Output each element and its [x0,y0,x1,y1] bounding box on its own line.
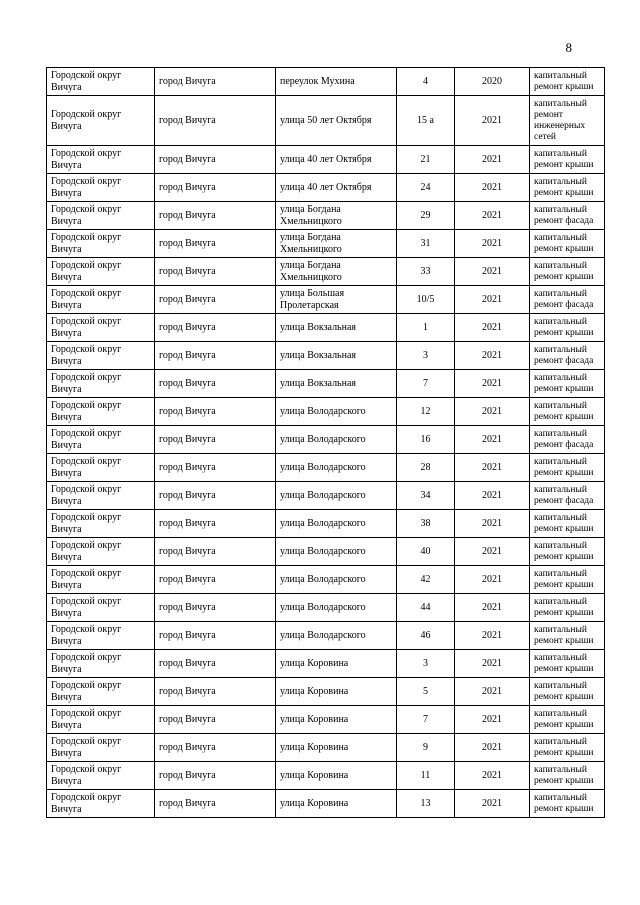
table-row [47,314,605,342]
city-cell: город Вичуга [155,594,276,622]
city-cell: город Вичуга [155,482,276,510]
table-row [47,174,605,202]
city-cell: город Вичуга [155,454,276,482]
year-cell: 2021 [455,566,530,594]
house-number-cell: 15 а [397,96,455,146]
street-cell: улица 40 лет Октября [276,174,397,202]
district-cell: Городской округ Вичуга [47,678,155,706]
street-cell: переулок Мухина [276,68,397,96]
work-type-cell: капитальный ремонт крыши [530,790,605,818]
street-cell: улица Вокзальная [276,314,397,342]
street-cell: улица Володарского [276,538,397,566]
year-cell: 2021 [455,790,530,818]
district-cell: Городской округ Вичуга [47,538,155,566]
district-cell: Городской округ Вичуга [47,230,155,258]
table-row [47,594,605,622]
city-cell: город Вичуга [155,762,276,790]
city-cell: город Вичуга [155,230,276,258]
year-cell: 2021 [455,286,530,314]
district-cell: Городской округ Вичуга [47,314,155,342]
city-cell: город Вичуга [155,370,276,398]
work-type-cell: капитальный ремонт фасада [530,286,605,314]
work-type-cell: капитальный ремонт крыши [530,734,605,762]
work-type-cell: капитальный ремонт крыши [530,174,605,202]
year-cell: 2021 [455,482,530,510]
district-cell: Городской округ Вичуга [47,622,155,650]
district-cell: Городской округ Вичуга [47,454,155,482]
street-cell: улица Большая Пролетарская [276,286,397,314]
street-cell: улица Коровина [276,650,397,678]
city-cell: город Вичуга [155,286,276,314]
house-number-cell: 46 [397,622,455,650]
work-type-cell: капитальный ремонт крыши [530,146,605,174]
house-number-cell: 31 [397,230,455,258]
year-cell: 2021 [455,96,530,146]
house-number-cell: 21 [397,146,455,174]
city-cell: город Вичуга [155,510,276,538]
district-cell: Городской округ Вичуга [47,68,155,96]
district-cell: Городской округ Вичуга [47,734,155,762]
house-number-cell: 16 [397,426,455,454]
house-number-cell: 7 [397,706,455,734]
work-type-cell: капитальный ремонт крыши [530,454,605,482]
year-cell: 2021 [455,538,530,566]
district-cell: Городской округ Вичуга [47,146,155,174]
table-row [47,286,605,314]
table-body [47,68,605,818]
work-type-cell: капитальный ремонт крыши [530,68,605,96]
house-number-cell: 28 [397,454,455,482]
street-cell: улица Володарского [276,482,397,510]
street-cell: улица Володарского [276,622,397,650]
year-cell: 2021 [455,454,530,482]
city-cell: город Вичуга [155,734,276,762]
table-row [47,68,605,96]
year-cell: 2021 [455,314,530,342]
district-cell: Городской округ Вичуга [47,258,155,286]
city-cell: город Вичуга [155,566,276,594]
city-cell: город Вичуга [155,538,276,566]
year-cell: 2021 [455,230,530,258]
house-number-cell: 12 [397,398,455,426]
year-cell: 2021 [455,342,530,370]
city-cell: город Вичуга [155,650,276,678]
street-cell: улица Володарского [276,566,397,594]
table-row [47,96,605,146]
house-number-cell: 40 [397,538,455,566]
city-cell: город Вичуга [155,174,276,202]
year-cell: 2021 [455,678,530,706]
house-number-cell: 44 [397,594,455,622]
house-number-cell: 38 [397,510,455,538]
year-cell: 2021 [455,174,530,202]
table-row [47,622,605,650]
city-cell: город Вичуга [155,426,276,454]
table-row [47,370,605,398]
city-cell: город Вичуга [155,706,276,734]
year-cell: 2021 [455,594,530,622]
table-row [47,734,605,762]
street-cell: улица Володарского [276,594,397,622]
work-type-cell: капитальный ремонт крыши [530,398,605,426]
table-row [47,454,605,482]
city-cell: город Вичуга [155,146,276,174]
district-cell: Городской округ Вичуга [47,566,155,594]
city-cell: город Вичуга [155,68,276,96]
district-cell: Городской округ Вичуга [47,790,155,818]
city-cell: город Вичуга [155,342,276,370]
work-type-cell: капитальный ремонт крыши [530,510,605,538]
street-cell: улица Вокзальная [276,342,397,370]
street-cell: улица Володарского [276,398,397,426]
house-number-cell: 1 [397,314,455,342]
district-cell: Городской округ Вичуга [47,398,155,426]
street-cell: улица Коровина [276,706,397,734]
year-cell: 2021 [455,398,530,426]
registry-table [46,67,605,818]
year-cell: 2021 [455,258,530,286]
house-number-cell: 3 [397,650,455,678]
work-type-cell: капитальный ремонт крыши [530,622,605,650]
work-type-cell: капитальный ремонт крыши [530,370,605,398]
district-cell: Городской округ Вичуга [47,706,155,734]
street-cell: улица Богдана Хмельницкого [276,258,397,286]
street-cell: улица 40 лет Октября [276,146,397,174]
house-number-cell: 10/5 [397,286,455,314]
year-cell: 2021 [455,146,530,174]
table-row [47,426,605,454]
work-type-cell: капитальный ремонт крыши [530,230,605,258]
street-cell: улица Коровина [276,762,397,790]
work-type-cell: капитальный ремонт инженерных сетей [530,96,605,146]
district-cell: Городской округ Вичуга [47,174,155,202]
street-cell: улица Коровина [276,678,397,706]
work-type-cell: капитальный ремонт фасада [530,482,605,510]
city-cell: город Вичуга [155,398,276,426]
house-number-cell: 34 [397,482,455,510]
year-cell: 2021 [455,370,530,398]
work-type-cell: капитальный ремонт крыши [530,762,605,790]
work-type-cell: капитальный ремонт крыши [530,594,605,622]
street-cell: улица Коровина [276,790,397,818]
city-cell: город Вичуга [155,258,276,286]
table-row [47,566,605,594]
house-number-cell: 24 [397,174,455,202]
house-number-cell: 11 [397,762,455,790]
table-row [47,790,605,818]
year-cell: 2021 [455,426,530,454]
house-number-cell: 29 [397,202,455,230]
district-cell: Городской округ Вичуга [47,202,155,230]
work-type-cell: капитальный ремонт крыши [530,706,605,734]
table-row [47,482,605,510]
city-cell: город Вичуга [155,622,276,650]
table-row [47,258,605,286]
year-cell: 2021 [455,706,530,734]
work-type-cell: капитальный ремонт фасада [530,202,605,230]
table-row [47,650,605,678]
district-cell: Городской округ Вичуга [47,650,155,678]
table-row [47,230,605,258]
year-cell: 2021 [455,622,530,650]
table-row [47,398,605,426]
city-cell: город Вичуга [155,790,276,818]
work-type-cell: капитальный ремонт крыши [530,678,605,706]
table-row [47,538,605,566]
page-number: 8 [565,40,572,55]
city-cell: город Вичуга [155,202,276,230]
street-cell: улица Вокзальная [276,370,397,398]
district-cell: Городской округ Вичуга [47,426,155,454]
district-cell: Городской округ Вичуга [47,510,155,538]
year-cell: 2021 [455,762,530,790]
house-number-cell: 7 [397,370,455,398]
work-type-cell: капитальный ремонт крыши [530,314,605,342]
year-cell: 2021 [455,510,530,538]
house-number-cell: 9 [397,734,455,762]
house-number-cell: 5 [397,678,455,706]
house-number-cell: 13 [397,790,455,818]
district-cell: Городской округ Вичуга [47,96,155,146]
work-type-cell: капитальный ремонт крыши [530,566,605,594]
table-row [47,678,605,706]
district-cell: Городской округ Вичуга [47,342,155,370]
year-cell: 2020 [455,68,530,96]
year-cell: 2021 [455,650,530,678]
district-cell: Городской округ Вичуга [47,482,155,510]
table-row [47,706,605,734]
street-cell: улица Коровина [276,734,397,762]
district-cell: Городской округ Вичуга [47,762,155,790]
year-cell: 2021 [455,734,530,762]
house-number-cell: 4 [397,68,455,96]
work-type-cell: капитальный ремонт крыши [530,538,605,566]
street-cell: улица Володарского [276,454,397,482]
work-type-cell: капитальный ремонт крыши [530,650,605,678]
street-cell: улица 50 лет Октября [276,96,397,146]
table-row [47,762,605,790]
city-cell: город Вичуга [155,314,276,342]
street-cell: улица Володарского [276,426,397,454]
table-row [47,202,605,230]
work-type-cell: капитальный ремонт фасада [530,342,605,370]
house-number-cell: 33 [397,258,455,286]
street-cell: улица Богдана Хмельницкого [276,230,397,258]
table-row [47,146,605,174]
district-cell: Городской округ Вичуга [47,370,155,398]
city-cell: город Вичуга [155,96,276,146]
street-cell: улица Володарского [276,510,397,538]
district-cell: Городской округ Вичуга [47,286,155,314]
street-cell: улица Богдана Хмельницкого [276,202,397,230]
work-type-cell: капитальный ремонт фасада [530,426,605,454]
table-row [47,510,605,538]
work-type-cell: капитальный ремонт крыши [530,258,605,286]
house-number-cell: 3 [397,342,455,370]
table-row [47,342,605,370]
house-number-cell: 42 [397,566,455,594]
year-cell: 2021 [455,202,530,230]
district-cell: Городской округ Вичуга [47,594,155,622]
city-cell: город Вичуга [155,678,276,706]
